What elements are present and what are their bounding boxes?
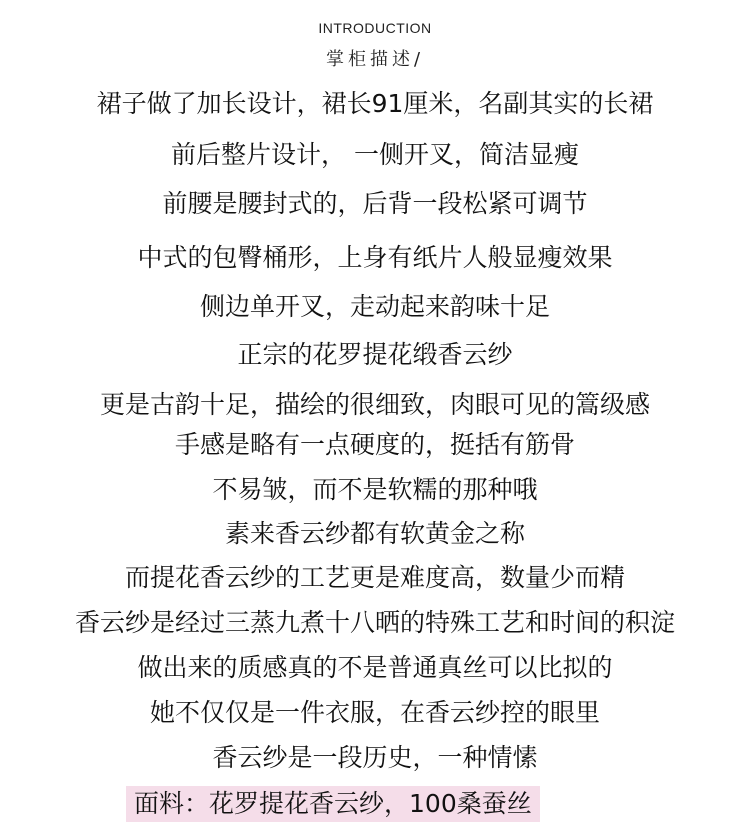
description-line-12: 香云纱是经过三蒸九煮十八晒的特殊工艺和时间的积淀 <box>74 608 675 637</box>
description-line-14: 她不仅仅是一件衣服，在香云纱控的眼里 <box>149 698 600 727</box>
description-line-15: 香云纱是一段历史，一种情愫 <box>212 743 538 772</box>
introduction-heading: INTRODUCTION <box>318 20 432 36</box>
description-line-1: 裙子做了加长设计，裙长91厘米，名副其实的长裙 <box>96 89 654 118</box>
description-line-3: 前腰是腰封式的，后背一段松紧可调节 <box>162 189 588 218</box>
description-line-6: 正宗的花罗提花缎香云纱 <box>237 340 513 369</box>
description-line-11: 而提花香云纱的工艺更是难度高，数量少而精 <box>124 563 625 592</box>
description-line-9: 不易皱，而不是软糯的那种哦 <box>212 475 538 504</box>
description-line-2: 前后整片设计， 一侧开叉，简洁显瘦 <box>171 140 579 169</box>
fabric-info-highlight: 面料：花罗提花香云纱，100桑蚕丝 <box>126 786 540 822</box>
description-line-10: 素来香云纱都有软黄金之称 <box>224 519 525 548</box>
description-line-13: 做出来的质感真的不是普通真丝可以比拟的 <box>137 653 613 682</box>
description-line-8: 手感是略有一点硬度的，挺括有筋骨 <box>174 430 575 459</box>
description-line-5: 侧边单开叉，走动起来韵味十足 <box>199 292 550 321</box>
description-line-4: 中式的包臀桶形，上身有纸片人般显瘦效果 <box>137 243 613 272</box>
shopkeeper-description-heading: 掌柜描述/ <box>325 49 425 70</box>
description-line-7: 更是古韵十足，描绘的很细致，肉眼可见的篙级感 <box>99 390 650 419</box>
